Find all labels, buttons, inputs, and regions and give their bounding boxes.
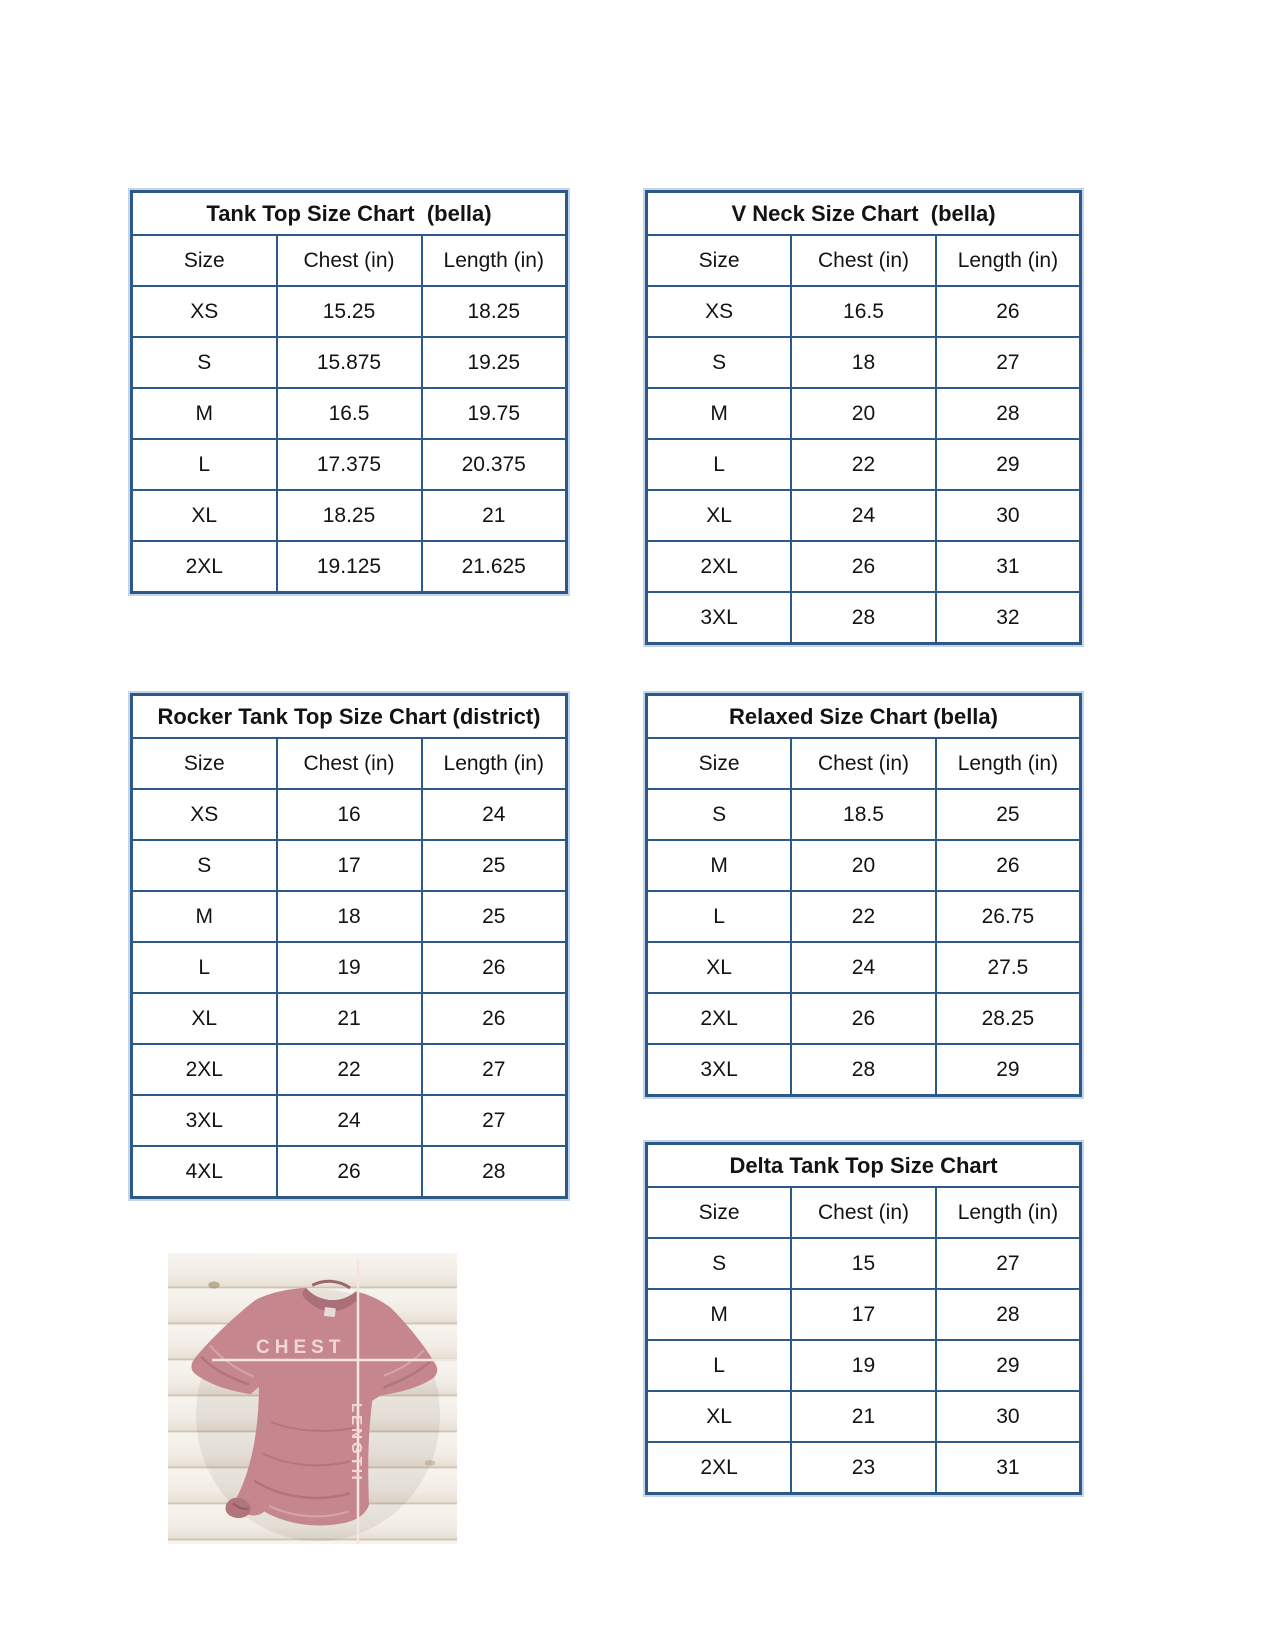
size-cell: 2XL [647, 993, 792, 1044]
chest-cell: 18.25 [277, 490, 422, 541]
tank-top-size-chart [130, 190, 568, 594]
size-cell: 3XL [647, 592, 792, 644]
table-row [647, 1238, 1081, 1289]
size-cell: XS [132, 286, 277, 337]
chest-cell: 20 [791, 840, 936, 891]
delta-tank-top-size-chart [645, 1142, 1082, 1495]
header-row [647, 738, 1081, 789]
size-cell: M [647, 1289, 792, 1340]
size-cell: 2XL [132, 1044, 277, 1095]
table-title: V Neck Size Chart (bella) [647, 192, 1081, 236]
length-cell: 27 [422, 1095, 567, 1146]
length-cell: 26 [936, 286, 1081, 337]
length-cell: 26 [936, 840, 1081, 891]
size-cell: M [647, 388, 792, 439]
chest-cell: 20 [791, 388, 936, 439]
table-row [647, 1289, 1081, 1340]
table-row [647, 993, 1081, 1044]
table-row [132, 439, 567, 490]
size-cell: XL [647, 1391, 792, 1442]
chest-cell: 17 [791, 1289, 936, 1340]
chest-cell: 23 [791, 1442, 936, 1494]
length-cell: 28 [422, 1146, 567, 1198]
size-cell: XS [132, 789, 277, 840]
table-row [647, 1340, 1081, 1391]
size-cell: 2XL [647, 541, 792, 592]
table-row [132, 337, 567, 388]
table-row [647, 541, 1081, 592]
header-row [647, 1187, 1081, 1238]
chest-cell: 15 [791, 1238, 936, 1289]
size-cell: S [647, 789, 792, 840]
size-cell: XL [647, 490, 792, 541]
chest-cell: 18.5 [791, 789, 936, 840]
length-cell: 24 [422, 789, 567, 840]
column-header: Chest (in) [791, 235, 936, 286]
table-row [647, 942, 1081, 993]
length-cell: 31 [936, 541, 1081, 592]
column-header: Length (in) [936, 235, 1081, 286]
size-cell: S [132, 840, 277, 891]
chest-cell: 18 [277, 891, 422, 942]
table-row [132, 1044, 567, 1095]
tshirt-illustration [168, 1253, 457, 1544]
chest-cell: 16.5 [277, 388, 422, 439]
chest-cell: 18 [791, 337, 936, 388]
length-cell: 26 [422, 942, 567, 993]
chest-cell: 24 [277, 1095, 422, 1146]
v-neck-table [645, 190, 1082, 645]
size-cell: XL [647, 942, 792, 993]
size-cell: XL [132, 490, 277, 541]
header-row [647, 235, 1081, 286]
size-cell: 2XL [647, 1442, 792, 1494]
table-row [132, 1146, 567, 1198]
length-cell: 29 [936, 1340, 1081, 1391]
chest-cell: 26 [277, 1146, 422, 1198]
length-cell: 28 [936, 1289, 1081, 1340]
length-cell: 20.375 [422, 439, 567, 490]
table-row [132, 789, 567, 840]
length-cell: 26.75 [936, 891, 1081, 942]
column-header: Chest (in) [791, 1187, 936, 1238]
table-row [132, 840, 567, 891]
tank-top-table [130, 190, 568, 594]
column-header: Length (in) [422, 235, 567, 286]
length-cell: 25 [422, 840, 567, 891]
size-cell: L [132, 439, 277, 490]
size-cell: L [647, 891, 792, 942]
table-row [132, 490, 567, 541]
column-header: Size [132, 738, 277, 789]
size-cell: L [647, 1340, 792, 1391]
table-row [132, 942, 567, 993]
length-cell: 27 [936, 1238, 1081, 1289]
delta-tank-top-table [645, 1142, 1082, 1495]
length-cell: 32 [936, 592, 1081, 644]
chest-cell: 22 [277, 1044, 422, 1095]
column-header: Length (in) [936, 1187, 1081, 1238]
length-cell: 21 [422, 490, 567, 541]
size-cell: M [132, 388, 277, 439]
table-row [647, 789, 1081, 840]
chest-cell: 17.375 [277, 439, 422, 490]
size-cell: XS [647, 286, 792, 337]
column-header: Size [647, 1187, 792, 1238]
table-row [647, 490, 1081, 541]
size-cell: S [647, 1238, 792, 1289]
table-row [647, 1442, 1081, 1494]
chest-cell: 28 [791, 1044, 936, 1096]
length-label: LENGTH [348, 1403, 365, 1483]
table-row [647, 1391, 1081, 1442]
table-row [132, 286, 567, 337]
relaxed-size-chart [645, 693, 1082, 1097]
chest-cell: 22 [791, 891, 936, 942]
length-cell: 19.75 [422, 388, 567, 439]
length-cell: 27 [422, 1044, 567, 1095]
length-cell: 28 [936, 388, 1081, 439]
tshirt-measurement-photo [168, 1253, 457, 1544]
chest-label: CHEST [256, 1337, 346, 1358]
column-header: Size [132, 235, 277, 286]
column-header: Size [647, 738, 792, 789]
chest-cell: 21 [791, 1391, 936, 1442]
chest-cell: 19 [277, 942, 422, 993]
column-header: Length (in) [936, 738, 1081, 789]
table-row [647, 891, 1081, 942]
size-cell: XL [132, 993, 277, 1044]
length-cell: 26 [422, 993, 567, 1044]
length-cell: 18.25 [422, 286, 567, 337]
chest-cell: 19.125 [277, 541, 422, 593]
chest-cell: 24 [791, 490, 936, 541]
size-cell: 4XL [132, 1146, 277, 1198]
length-cell: 25 [422, 891, 567, 942]
chest-cell: 17 [277, 840, 422, 891]
length-cell: 29 [936, 1044, 1081, 1096]
size-cell: M [132, 891, 277, 942]
table-row [132, 388, 567, 439]
rocker-tank-top-table [130, 693, 568, 1199]
length-cell: 25 [936, 789, 1081, 840]
length-cell: 30 [936, 1391, 1081, 1442]
chest-cell: 16.5 [791, 286, 936, 337]
size-cell: S [647, 337, 792, 388]
rocker-tank-top-size-chart [130, 693, 568, 1199]
chest-cell: 26 [791, 541, 936, 592]
chest-cell: 21 [277, 993, 422, 1044]
table-title: Tank Top Size Chart (bella) [132, 192, 567, 236]
size-cell: 3XL [132, 1095, 277, 1146]
size-cell: S [132, 337, 277, 388]
table-row [647, 1044, 1081, 1096]
table-title: Rocker Tank Top Size Chart (district) [132, 695, 567, 739]
table-row [132, 891, 567, 942]
table-row [647, 840, 1081, 891]
length-cell: 27.5 [936, 942, 1081, 993]
length-cell: 27 [936, 337, 1081, 388]
length-cell: 31 [936, 1442, 1081, 1494]
table-title: Delta Tank Top Size Chart [647, 1144, 1081, 1188]
header-row [132, 738, 567, 789]
column-header: Chest (in) [277, 235, 422, 286]
table-row [647, 286, 1081, 337]
column-header: Chest (in) [277, 738, 422, 789]
table-title: Relaxed Size Chart (bella) [647, 695, 1081, 739]
chest-cell: 22 [791, 439, 936, 490]
length-cell: 29 [936, 439, 1081, 490]
size-cell: 3XL [647, 1044, 792, 1096]
chest-cell: 24 [791, 942, 936, 993]
table-row [647, 337, 1081, 388]
table-row [647, 439, 1081, 490]
chest-cell: 28 [791, 592, 936, 644]
v-neck-size-chart [645, 190, 1082, 645]
table-row [132, 993, 567, 1044]
table-row [132, 1095, 567, 1146]
length-cell: 21.625 [422, 541, 567, 593]
header-row [132, 235, 567, 286]
chest-cell: 26 [791, 993, 936, 1044]
chest-cell: 15.875 [277, 337, 422, 388]
chest-cell: 16 [277, 789, 422, 840]
length-cell: 19.25 [422, 337, 567, 388]
chest-cell: 19 [791, 1340, 936, 1391]
length-cell: 28.25 [936, 993, 1081, 1044]
size-cell: L [647, 439, 792, 490]
chest-cell: 15.25 [277, 286, 422, 337]
size-cell: 2XL [132, 541, 277, 593]
relaxed-table [645, 693, 1082, 1097]
table-row [132, 541, 567, 593]
size-cell: L [132, 942, 277, 993]
table-row [647, 592, 1081, 644]
column-header: Chest (in) [791, 738, 936, 789]
column-header: Length (in) [422, 738, 567, 789]
column-header: Size [647, 235, 792, 286]
length-cell: 30 [936, 490, 1081, 541]
table-row [647, 388, 1081, 439]
size-cell: M [647, 840, 792, 891]
